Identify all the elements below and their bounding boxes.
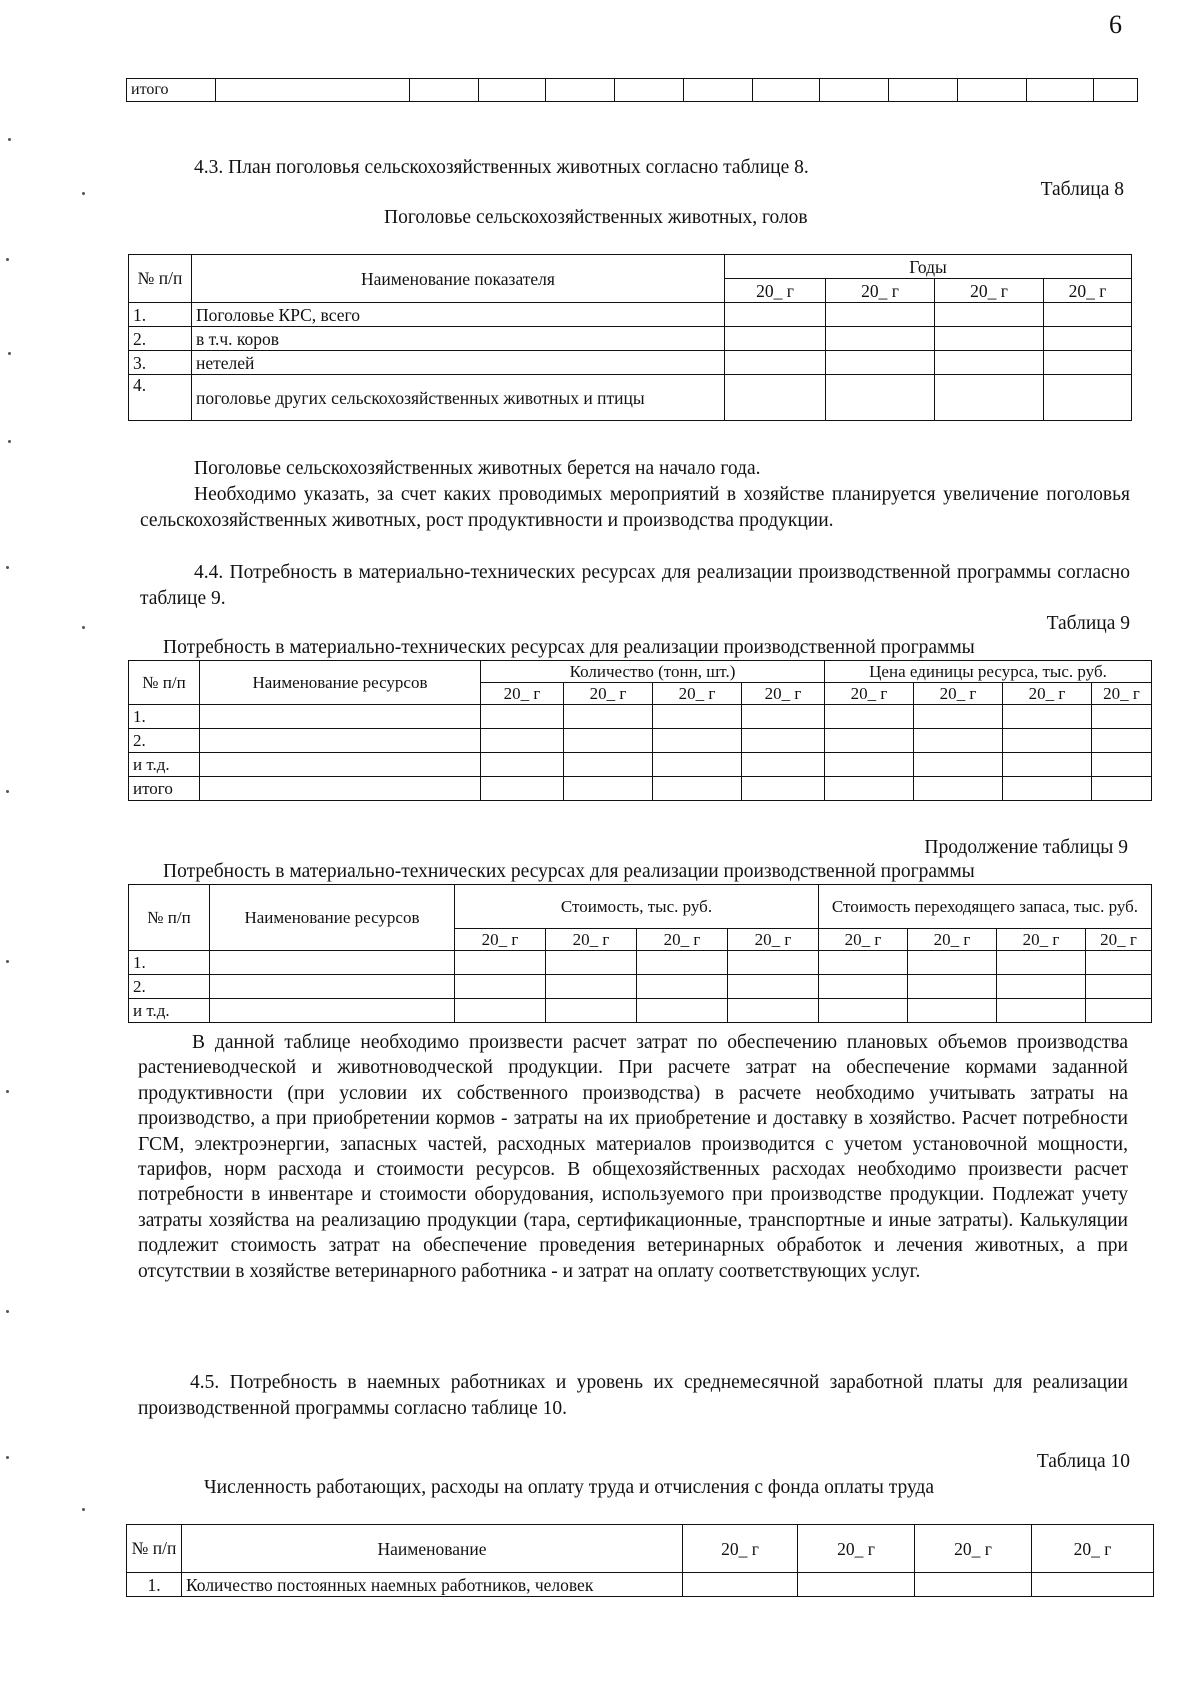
t9-year: 20_ г [653,683,742,705]
table-row [129,705,1152,729]
paragraph-3: В данной таблице необходимо произвести расчет затрат по обеспечению плановых объемов производства растениеводческой и животноводческой продукции. При расчете затрат на обеспечение кормами заданной продуктивности (при условии их собственного производства) в расчете необходимо учитывать затраты на производство, а при приобретении кормов - затраты на их приобретение и доставку в хозяйство. Расчет потребности ГСМ, электроэнергии, запасных частей, расходных материалов производится с учетом установочной мощности, тарифов, норм расхода и стоимости ресурсов. В общехозяйственных расходах необходимо произвести расчет потребности в инвентаре и стоимости оборудования, используемого при производстве продукции. Подлежат учету затраты хозяйства на реализацию продукции (тара, сертификационные, транспортные и иные затраты). Калькуляции подлежит стоимость затрат на обеспечение проведения ветеринарных обработок и лечения животных, а при отсутствии в хозяйстве ветеринарного работника - и затрат на оплату соответствующих услуг. [138,1032,1128,1282]
table-row [129,951,1152,975]
row-name: Поголовье КРС, всего [192,303,725,327]
t9b-year: 20_ г [455,929,546,951]
table-10-label: Таблица 10 [1036,1451,1130,1472]
t9b-name-header: Наименование ресурсов [210,885,455,951]
t10-year: 20_ г [1032,1525,1154,1573]
t8-year-2: 20_ г [826,279,935,303]
paragraph-1: Поголовье сельскохозяйственных животных берется на начало года. [194,458,761,479]
section-4-3-text: 4.3. План поголовья сельскохозяйственных животных согласно таблице 8. [194,157,809,178]
t8-year-1: 20_ г [725,279,826,303]
t9-year: 20_ г [742,683,825,705]
page-number: 6 [1109,10,1122,39]
t8-name-header: Наименование показателя [192,255,725,303]
t9-year: 20_ г [1092,683,1152,705]
table-row [129,999,1152,1023]
table-9 [128,660,1152,801]
row-num: 2. [129,975,210,999]
table-row [129,351,1132,375]
table-9-title: Потребность в материально-технических ресурсах для реализации производственной программы [163,637,975,658]
t9b-year: 20_ г [546,929,637,951]
table-10 [126,1524,1154,1597]
section-4-5-text: 4.5. Потребность в наемных работниках и уровень их среднемесячной заработной платы для реализации производственной программы согласно таблице 10. [138,1372,1128,1419]
table-row [129,777,1152,801]
row-num: 4. [129,375,192,421]
row-num: 3. [129,351,192,375]
t9-year: 20_ г [825,683,914,705]
row-num: 2. [129,729,200,753]
t10-num-header: № п/п [127,1525,182,1573]
row-name: нетелей [192,351,725,375]
t10-year: 20_ г [798,1525,915,1573]
t8-year-4: 20_ г [1044,279,1132,303]
table-row [129,375,1132,421]
t9b-year: 20_ г [908,929,997,951]
t9b-carry-header: Стоимость переходящего запаса, тыс. руб. [819,885,1152,929]
row-num: и т.д. [129,753,200,777]
paragraph-2: Необходимо указать, за счет каких проводимых мероприятий в хозяйстве планируется увеличение поголовья сельскохозяйственных животных, рост продуктивности и производства продукции. [140,484,1130,531]
table-9-label: Таблица 9 [1046,613,1130,634]
t9-qty-header: Количество (тонн, шт.) [481,661,825,683]
row-num: и т.д. [129,999,210,1023]
t9b-year: 20_ г [728,929,819,951]
row-name: поголовье других сельскохозяйственных животных и птицы [192,375,725,421]
t8-years-header: Годы [725,255,1132,279]
table-row [127,1573,1154,1597]
table-8-label: Таблица 8 [1040,179,1124,200]
t9-name-header: Наименование ресурсов [200,661,481,705]
t9-year: 20_ г [914,683,1003,705]
section-4-4-text: 4.4. Потребность в материально-технических ресурсах для реализации производственной программы согласно таблице 9. [140,562,1130,609]
top-total-table [126,78,1138,102]
table-row [129,303,1132,327]
table-9-continuation [128,884,1152,1023]
table-row [129,729,1152,753]
row-num: 2. [129,327,192,351]
total-label-cell: итого [127,79,216,102]
t9-year: 20_ г [481,683,564,705]
table-8-title: Поголовье сельскохозяйственных животных, голов [384,207,808,228]
table-row [129,327,1132,351]
t9b-num-header: № п/п [129,885,210,951]
row-name: в т.ч. коров [192,327,725,351]
t9b-year: 20_ г [1086,929,1152,951]
row-num: 1. [129,951,210,975]
table-10-title: Численность работающих, расходы на оплату труда и отчисления с фонда оплаты труда [204,1477,935,1498]
table-row [129,753,1152,777]
t8-num-header: № п/п [129,255,192,303]
row-num: 1. [129,705,200,729]
t9-num-header: № п/п [129,661,200,705]
table-9b-title: Потребность в материально-технических ресурсах для реализации производственной программы [163,861,975,882]
t9b-year: 20_ г [997,929,1086,951]
t9b-year: 20_ г [819,929,908,951]
t10-name-header: Наименование [182,1525,683,1573]
t8-year-3: 20_ г [935,279,1044,303]
t9-year: 20_ г [564,683,653,705]
table-row [129,975,1152,999]
t9-year: 20_ г [1003,683,1092,705]
row-num: итого [129,777,200,801]
row-name: Количество постоянных наемных работников, человек [182,1573,683,1597]
table-9-continuation-label: Продолжение таблицы 9 [924,837,1128,858]
t10-year: 20_ г [683,1525,798,1573]
t9-price-header: Цена единицы ресурса, тыс. руб. [825,661,1152,683]
table-8 [128,254,1132,421]
t10-year: 20_ г [915,1525,1032,1573]
t9b-year: 20_ г [637,929,728,951]
t9b-cost-header: Стоимость, тыс. руб. [455,885,819,929]
row-num: 1. [127,1573,182,1597]
row-num: 1. [129,303,192,327]
